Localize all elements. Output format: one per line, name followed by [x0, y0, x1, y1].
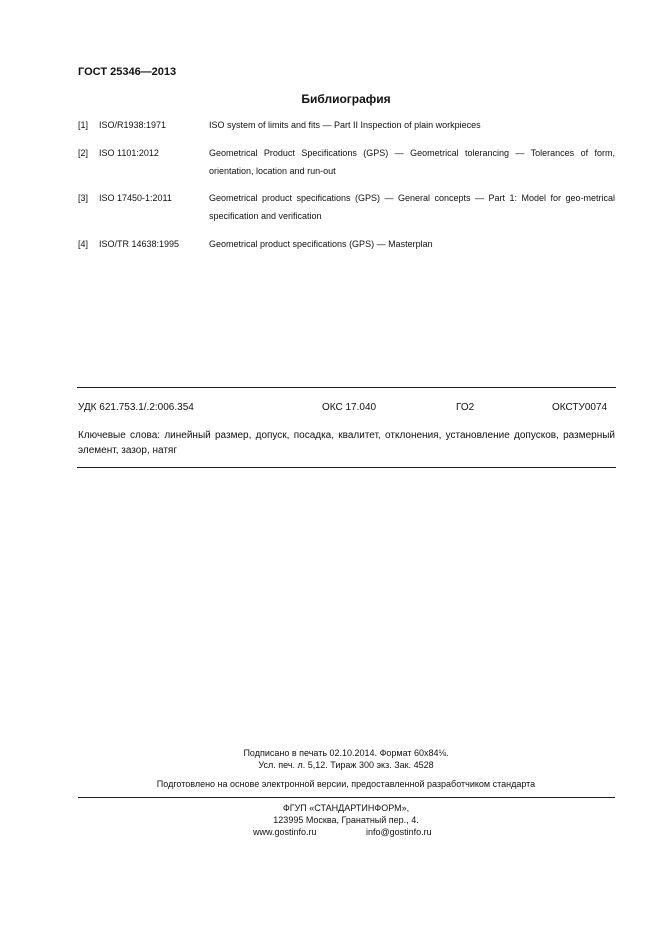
imprint-prepared: Подготовлено на основе электронной версии, предоставленной разработчиком стандарта — [156, 779, 536, 789]
bibliography-entry — [78, 189, 615, 225]
bibliography-entry — [78, 116, 615, 134]
entry-text: Geometrical Product Specifications (GPS) — Geometrical tolerancing — Tolerances of form, orientation, location and run-out — [209, 148, 615, 176]
publisher-website[interactable]: www.gostinfo.ru — [253, 827, 317, 837]
entry-number: [2] — [78, 148, 89, 158]
entry-number: [3] — [78, 193, 89, 203]
udk-code: УДК 621.753.1/.2:006.354 — [78, 402, 194, 413]
publisher-email[interactable]: info@gostinfo.ru — [366, 827, 432, 837]
oks-code: ОКС 17.040 — [322, 402, 377, 413]
keywords: Ключевые слова: линейный размер, допуск, посадка, квалитет, отклонения, установление допусков, размерный элемент, зазор, натяг — [78, 430, 615, 456]
entry-text: Geometrical product specifications (GPS) — Masterplan — [209, 239, 433, 249]
okstu-code: ОКСТУ0074 — [552, 402, 608, 413]
document-code: ГОСТ 25346—2013 — [78, 66, 177, 78]
bibliography-title: Библиография — [301, 92, 391, 106]
entry-number: [1] — [78, 120, 89, 130]
top-divider — [77, 387, 616, 388]
bibliography-entry — [78, 144, 615, 180]
bibliography-entry — [78, 235, 615, 253]
entry-text: Geometrical product specifications (GPS) — General concepts — Part 1: Model for geo-metrical specification and verification — [209, 193, 615, 221]
publisher-name: ФГУП «СТАНДАРТИНФОРМ», — [282, 803, 410, 813]
go-code: ГО2 — [456, 402, 475, 413]
entry-code: ISO 17450-1:2011 — [99, 193, 172, 203]
imprint-line-2: Усл. печ. л. 5,12. Тираж 300 экз. Зак. 4528 — [258, 760, 434, 770]
entry-code: ISO/R1938:1971 — [99, 120, 167, 130]
bottom-divider — [77, 467, 616, 468]
footer-divider — [78, 797, 615, 798]
entry-code: ISO/TR 14638:1995 — [99, 239, 180, 249]
imprint-line-1: Подписано в печать 02.10.2014. Формат 60x84⅛. — [243, 748, 449, 758]
entry-text: ISO system of limits and fits — Part II Inspection of plain workpieces — [209, 120, 481, 130]
entry-number: [4] — [78, 239, 89, 249]
publisher-address: 123995 Москва, Гранатный пер., 4. — [273, 815, 419, 825]
entry-code: ISO 1101:2012 — [99, 148, 159, 158]
